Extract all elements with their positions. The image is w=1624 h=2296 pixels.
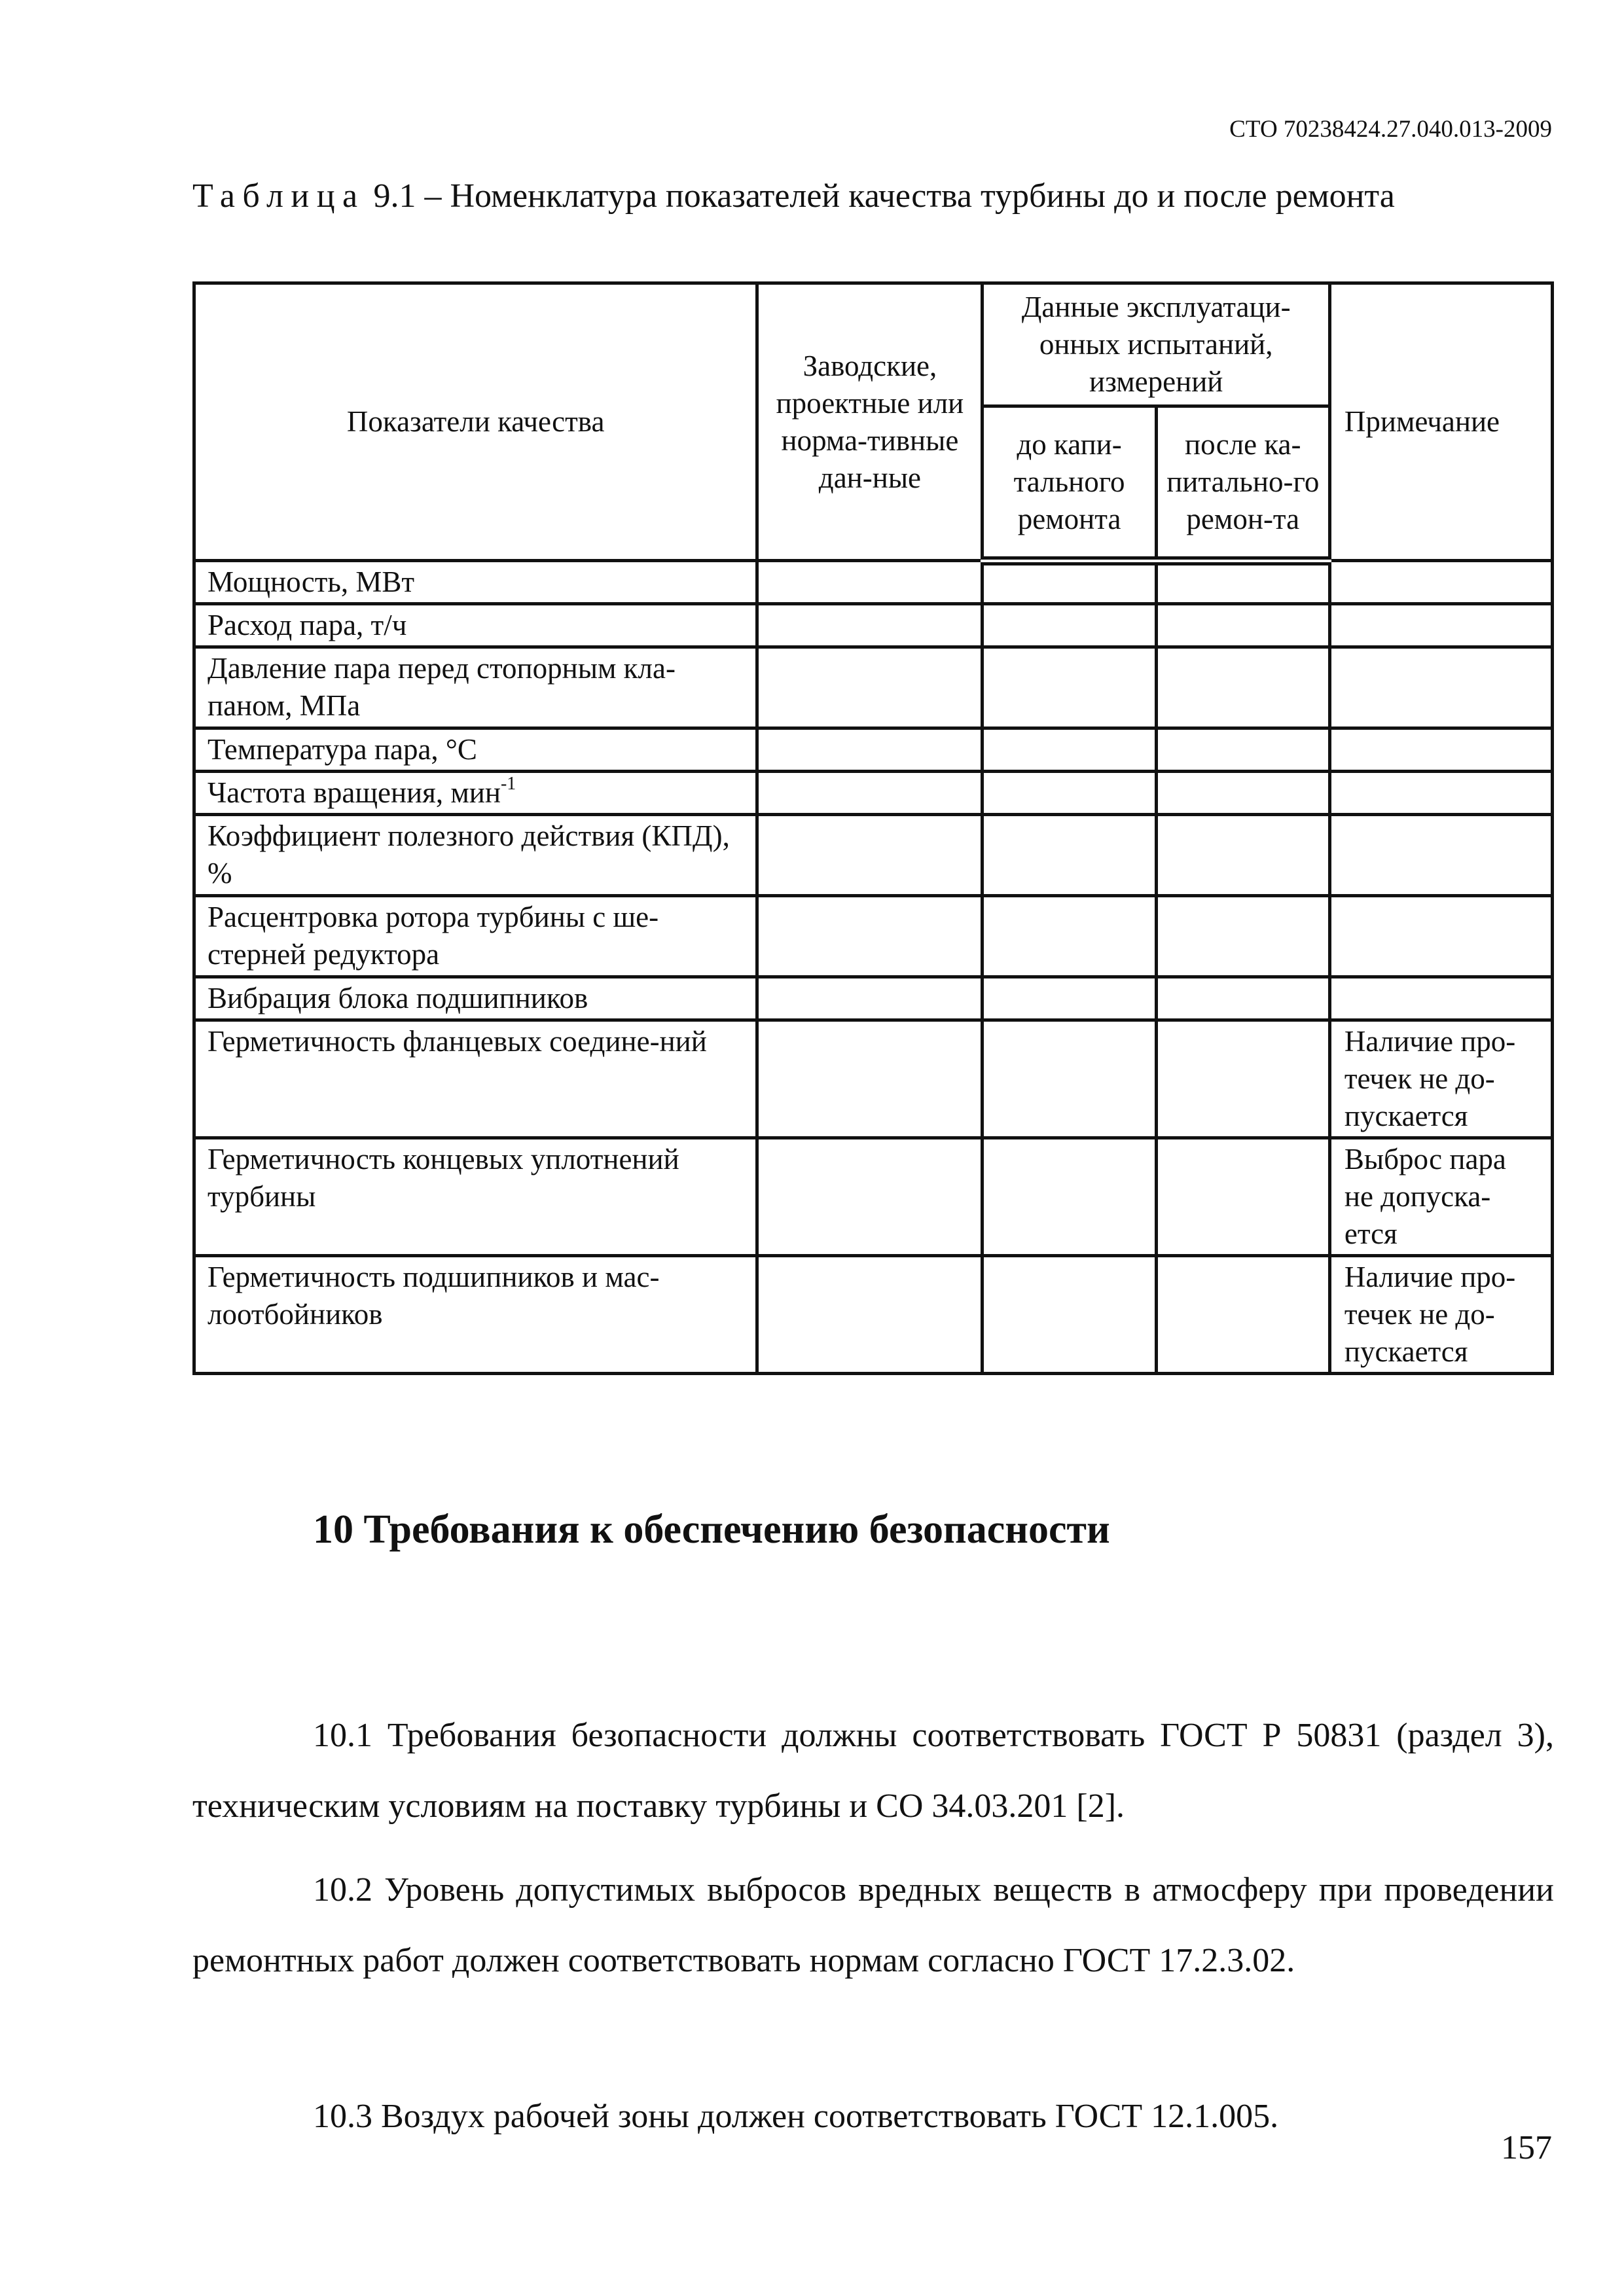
cell-factory (757, 896, 983, 977)
cell-before (983, 896, 1156, 977)
cell-before (983, 1256, 1156, 1374)
cell-factory (757, 772, 983, 815)
header-operational-tests: Данные эксплуатаци-онных испытаний, измерений (983, 283, 1329, 406)
cell-note: Наличие про-течек не до-пускается (1329, 1256, 1552, 1374)
row-label: Вибрация блока подшипников (194, 977, 757, 1020)
cell-after (1156, 977, 1329, 1020)
cell-note (1329, 647, 1552, 728)
cell-after (1156, 896, 1329, 977)
table-caption-label: Таблица (192, 177, 365, 215)
row-label: Герметичность фланцевых соедине-ний (194, 1020, 757, 1138)
cell-note (1329, 728, 1552, 772)
cell-factory (757, 728, 983, 772)
cell-note (1329, 772, 1552, 815)
cell-after (1156, 604, 1329, 647)
paragraph-10-1: 10.1 Требования безопасности должны соответствовать ГОСТ Р 50831 (раздел 3), техническим условиям на поставку турбины и СО 34.03.201 [2]. (192, 1717, 1554, 1825)
document-code: СТО 70238424.27.040.013-2009 (1229, 116, 1552, 143)
cell-before (983, 815, 1156, 896)
cell-note: Выброс пара не допуска-ется (1329, 1138, 1552, 1256)
cell-after (1156, 1020, 1329, 1138)
row-label: Герметичность подшипников и мас-лоотбойников (194, 1256, 757, 1374)
cell-before (983, 647, 1156, 728)
cell-factory (757, 1020, 983, 1138)
page-number: 157 (1501, 2129, 1552, 2166)
row-label: Герметичность концевых уплотнений турбины (194, 1138, 757, 1256)
header-factory-data: Заводские, проектные или норма-тивные дан-ные (757, 283, 983, 561)
cell-after (1156, 728, 1329, 772)
cell-factory (757, 1138, 983, 1256)
row-label-superscript: -1 (500, 774, 516, 794)
table-header-row-top (194, 283, 1553, 406)
header-quality-indicators: Показатели качества (194, 283, 757, 561)
row-label: Температура пара, °С (194, 728, 757, 772)
cell-factory (757, 647, 983, 728)
row-label: Расход пара, т/ч (194, 604, 757, 647)
table-caption (192, 177, 1395, 215)
cell-note (1329, 604, 1552, 647)
table-row (194, 772, 1553, 815)
table-row (194, 977, 1553, 1020)
cell-before (983, 772, 1156, 815)
cell-after (1156, 1138, 1329, 1256)
cell-before (983, 728, 1156, 772)
row-label-text: Частота вращения, мин (208, 776, 501, 809)
table-row (194, 815, 1553, 896)
cell-after (1156, 1256, 1329, 1374)
header-after-repair: после ка-питально-го ремон-та (1156, 406, 1329, 561)
cell-note: Наличие про-течек не до-пускается (1329, 1020, 1552, 1138)
cell-before (983, 1020, 1156, 1138)
cell-note (1329, 977, 1552, 1020)
cell-after (1156, 815, 1329, 896)
table-row (194, 604, 1553, 647)
table-caption-text: 9.1 – Номенклатура показателей качества турбины до и после ремонта (365, 177, 1395, 215)
row-label: Давление пара перед стопорным кла-паном, МПа (194, 647, 757, 728)
cell-note (1329, 896, 1552, 977)
cell-factory (757, 561, 983, 604)
table-row (194, 728, 1553, 772)
cell-factory (757, 1256, 983, 1374)
table-row (194, 1256, 1553, 1374)
row-label: Коэффициент полезного действия (КПД), % (194, 815, 757, 896)
quality-indicators-table (192, 281, 1554, 1375)
row-label (194, 772, 757, 815)
paragraph-10-3: 10.3 Воздух рабочей зоны должен соответствовать ГОСТ 12.1.005. (313, 2098, 1279, 2135)
table-row (194, 896, 1553, 977)
cell-factory (757, 604, 983, 647)
cell-after (1156, 647, 1329, 728)
cell-after (1156, 561, 1329, 604)
row-label: Расцентровка ротора турбины с ше-стерней редуктора (194, 896, 757, 977)
paragraph-10-2: 10.2 Уровень допустимых выбросов вредных веществ в атмосферу при проведении ремонтных работ должен соответствовать нормам согласно ГОСТ 17.2.3.02. (192, 1871, 1554, 1979)
cell-before (983, 977, 1156, 1020)
cell-before (983, 561, 1156, 604)
cell-factory (757, 977, 983, 1020)
table-row (194, 1020, 1553, 1138)
row-label: Мощность, МВт (194, 561, 757, 604)
table-row (194, 647, 1553, 728)
cell-note (1329, 815, 1552, 896)
cell-factory (757, 815, 983, 896)
header-note: Примечание (1329, 283, 1552, 561)
section-heading: 10 Требования к обеспечению безопасности (313, 1507, 1110, 1552)
table-row (194, 561, 1553, 604)
cell-before (983, 604, 1156, 647)
cell-note (1329, 561, 1552, 604)
table-row (194, 1138, 1553, 1256)
header-before-repair: до капи-тального ремонта (983, 406, 1156, 561)
cell-before (983, 1138, 1156, 1256)
cell-after (1156, 772, 1329, 815)
